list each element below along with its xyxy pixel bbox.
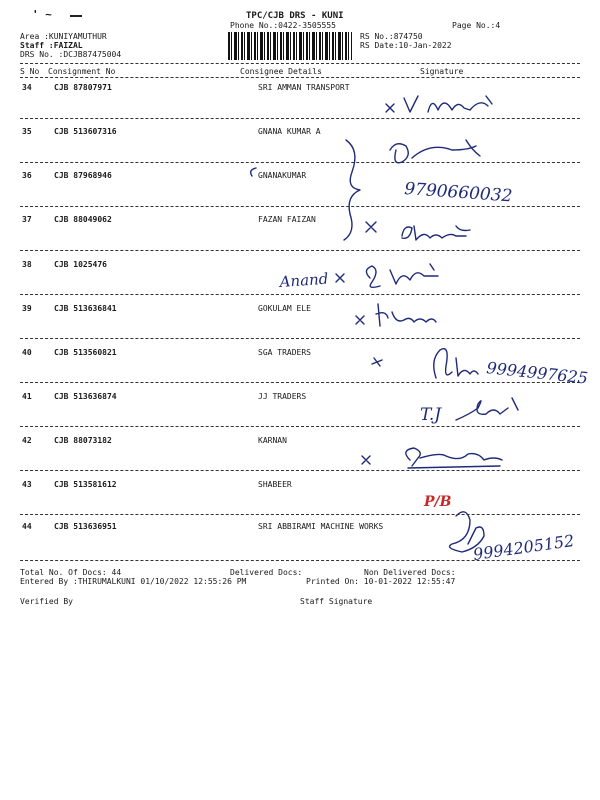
table-row xyxy=(0,260,600,304)
row-consignee: GNANAKUMAR xyxy=(258,171,307,180)
row-divider xyxy=(20,382,580,383)
delivered-docs: Delivered Docs: xyxy=(230,568,303,577)
non-delivered-docs: Non Delivered Docs: xyxy=(364,568,456,577)
initials-41-handwritten: T.J xyxy=(420,405,442,425)
printed-on: Printed On: 10-01-2022 12:55:47 xyxy=(306,577,456,586)
row-consignee: GNANA KUMAR A xyxy=(258,127,321,136)
row-consignee: KARNAN xyxy=(258,436,287,445)
row-consignment: CJB 88073182 xyxy=(54,436,112,445)
row-divider xyxy=(20,514,580,515)
document-title: TPC/CJB DRS - KUNI xyxy=(246,11,344,21)
col-signature: Signature xyxy=(420,67,464,76)
table-row xyxy=(0,83,600,127)
row-sno: 42 xyxy=(22,436,32,445)
col-consignment: Consignment No xyxy=(48,67,116,76)
table-row xyxy=(0,127,600,171)
note-43-handwritten: P/B xyxy=(424,494,452,510)
scan-marks: ' ~ xyxy=(32,8,52,21)
col-sno: S No xyxy=(20,67,40,76)
row-divider xyxy=(20,338,580,339)
row-sno: 40 xyxy=(22,348,32,357)
drs-number: DRS No. :DCJB87475004 xyxy=(20,50,122,59)
row-consignee: GOKULAM ELE xyxy=(258,304,311,313)
verified-by: Verified By xyxy=(20,597,73,606)
row-divider xyxy=(20,162,580,163)
barcode xyxy=(228,32,352,60)
row-sno: 37 xyxy=(22,215,32,224)
row-divider xyxy=(20,118,580,119)
phone-number: Phone No.:0422-3505555 xyxy=(230,21,336,30)
row-consignee: SHABEER xyxy=(258,480,292,489)
row-divider xyxy=(20,426,580,427)
header-rule-bottom xyxy=(20,77,580,78)
row-consignment: CJB 87968946 xyxy=(54,171,112,180)
row-sno: 35 xyxy=(22,127,32,136)
phone-36-handwritten: 9790660032 xyxy=(403,179,513,207)
row-consignment: CJB 87807971 xyxy=(54,83,112,92)
row-consignee: SRI AMMAN TRANSPORT xyxy=(258,83,350,92)
row-consignment: CJB 513607316 xyxy=(54,127,117,136)
page-number: Page No.:4 xyxy=(452,21,501,30)
row-divider xyxy=(20,206,580,207)
rs-date: RS Date:10-Jan-2022 xyxy=(360,41,452,50)
row-consignee: SGA TRADERS xyxy=(258,348,311,357)
row-sno: 43 xyxy=(22,480,32,489)
phone-40-handwritten: 9994997625 xyxy=(485,358,589,388)
row-consignee: FAZAN FAIZAN xyxy=(258,215,316,224)
col-consignee: Consignee Details xyxy=(240,67,322,76)
row-consignment: CJB 513636951 xyxy=(54,522,117,531)
row-sno: 34 xyxy=(22,83,32,92)
scan-dash-mark xyxy=(70,15,82,17)
staff-signature: Staff Signature xyxy=(300,597,373,606)
row-divider xyxy=(20,470,580,471)
table-row xyxy=(0,304,600,348)
staff-label: Staff :FAIZAL xyxy=(20,41,83,50)
phone-44-handwritten: 9994205152 xyxy=(471,530,576,564)
row-consignment: CJB 513581612 xyxy=(54,480,117,489)
table-row xyxy=(0,215,600,259)
row-divider xyxy=(20,294,580,295)
row-sno: 39 xyxy=(22,304,32,313)
row-sno: 41 xyxy=(22,392,32,401)
row-consignment: CJB 88049062 xyxy=(54,215,112,224)
table-row xyxy=(0,348,600,392)
table-row xyxy=(0,392,600,436)
row-sno: 44 xyxy=(22,522,32,531)
row-sno: 38 xyxy=(22,260,32,269)
table-end-rule xyxy=(20,560,580,561)
row-divider xyxy=(20,250,580,251)
row-consignment: CJB 1025476 xyxy=(54,260,107,269)
row-sno: 36 xyxy=(22,171,32,180)
total-docs: Total No. Of Docs: 44 xyxy=(20,568,122,577)
row-consignment: CJB 513636841 xyxy=(54,304,117,313)
area-label: Area :KUNIYAMUTHUR xyxy=(20,32,107,41)
row-consignment: CJB 513636874 xyxy=(54,392,117,401)
table-row xyxy=(0,171,600,215)
rs-number: RS No.:874750 xyxy=(360,32,423,41)
table-row xyxy=(0,436,600,480)
name-38-handwritten: Anand xyxy=(279,269,329,291)
row-consignee: SRI ABBIRAMI MACHINE WORKS xyxy=(258,522,384,531)
entered-by: Entered By :THIRUMALKUNI 01/10/2022 12:55:26 PM xyxy=(20,577,247,586)
row-consignment: CJB 513560821 xyxy=(54,348,117,357)
header-rule-top xyxy=(20,63,580,64)
table-row xyxy=(0,480,600,524)
row-consignee: JJ TRADERS xyxy=(258,392,307,401)
